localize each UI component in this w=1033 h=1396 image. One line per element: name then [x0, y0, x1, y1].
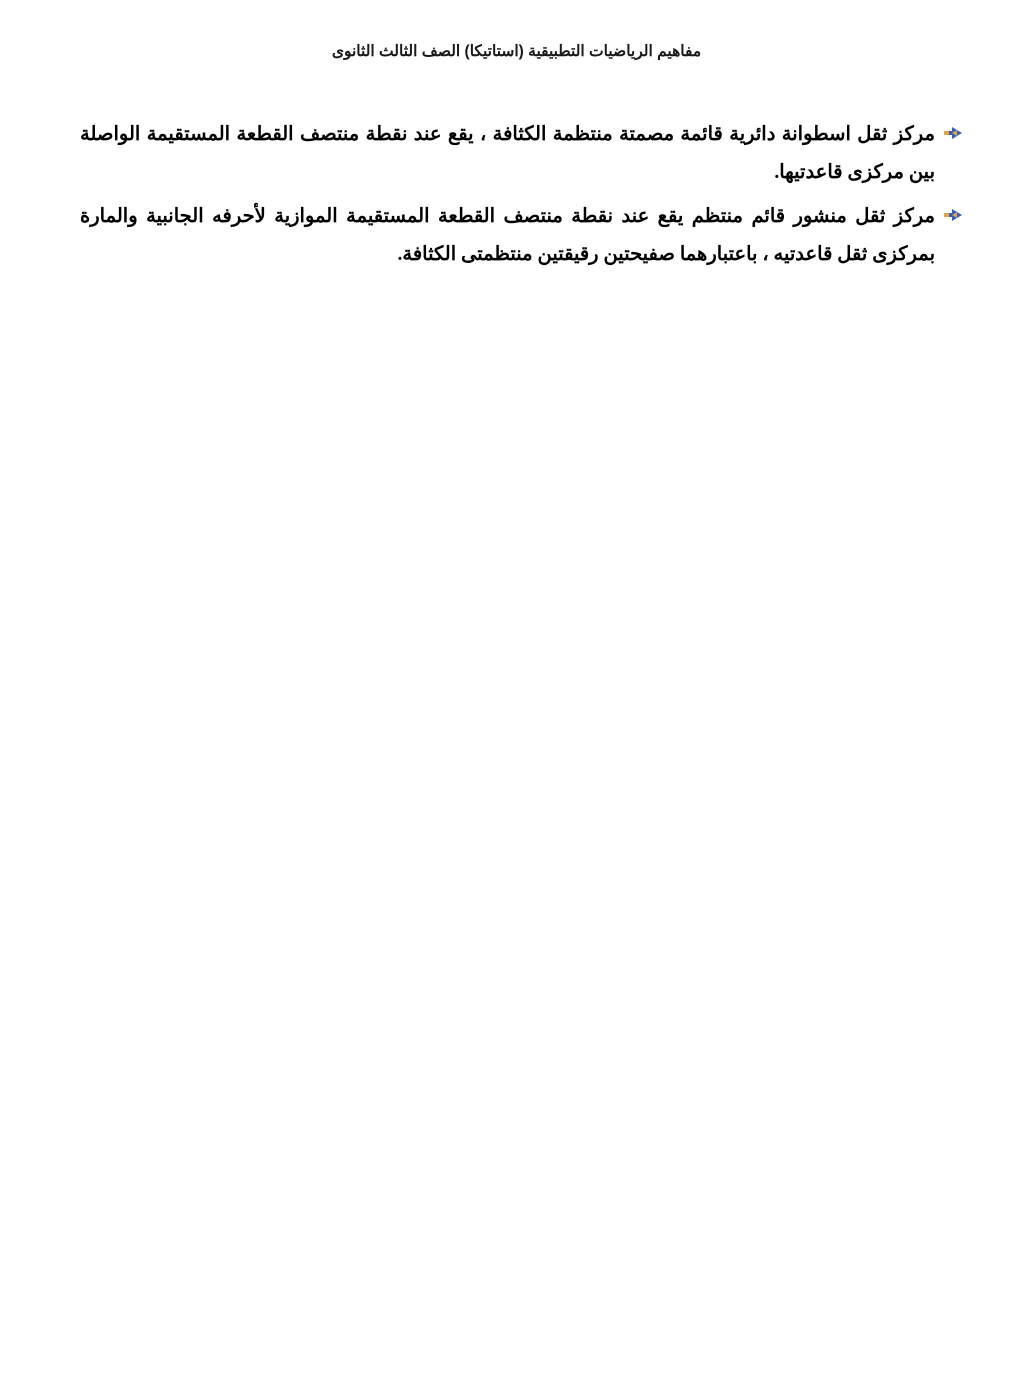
document-body [0, 116, 1033, 274]
list-item-text: مركز ثقل اسطوانة دائرية قائمة مصمتة منتظمة الكثافة ، يقع عند نقطة منتصف القطعة المستقيمة الواصلة بين مركزى قاعدتيها. [80, 124, 935, 184]
list-item [80, 198, 963, 274]
arrow-bullet-icon [941, 125, 963, 143]
arrow-bullet-icon [941, 207, 963, 225]
page-title: مفاهيم الرياضيات التطبيقية (استاتيكا) الصف الثالث الثانوى [331, 43, 702, 60]
list-item [80, 116, 963, 192]
list-item-text: مركز ثقل منشور قائم منتظم يقع عند نقطة منتصف القطعة المستقيمة الموازية لأحرفه الجانبية والمارة بمركزى ثقل قاعدتيه ، باعتبارهما صفيحتين رقيقتين منتظمتى الكثافة. [80, 206, 935, 266]
